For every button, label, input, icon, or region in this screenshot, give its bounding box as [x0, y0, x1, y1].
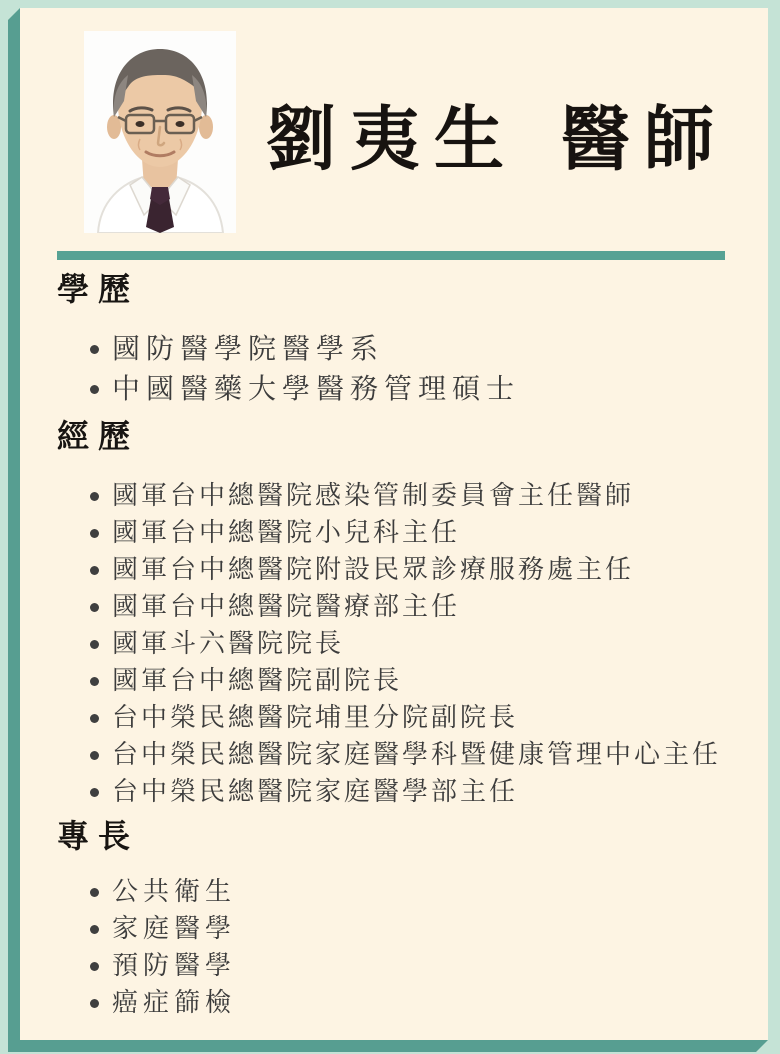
profile-card	[20, 8, 768, 1040]
list-item: 國軍斗六醫院院長	[20, 626, 768, 663]
list-item: 國軍台中總醫院感染管制委員會主任醫師	[20, 478, 768, 515]
list-item: 中國醫藥大學醫務管理碩士	[20, 369, 768, 409]
list-item: 國軍台中總醫院副院長	[20, 663, 768, 700]
doctor-portrait-illustration	[84, 31, 236, 233]
profile-header	[20, 8, 768, 234]
list-item: 癌症篩檢	[20, 985, 768, 1022]
list-item: 國軍台中總醫院醫療部主任	[20, 589, 768, 626]
card-content	[20, 8, 768, 1040]
section-heading-experience: 經歷	[57, 417, 140, 455]
list-item: 國防醫學院醫學系	[20, 329, 768, 369]
accent-divider	[57, 251, 725, 260]
specialty-list	[20, 874, 768, 1022]
list-item: 台中榮民總醫院家庭醫學科暨健康管理中心主任	[20, 737, 768, 774]
list-item: 國軍台中總醫院小兒科主任	[20, 515, 768, 552]
list-item: 台中榮民總醫院家庭醫學部主任	[20, 774, 768, 811]
page-title	[236, 90, 758, 180]
section-specialty	[20, 818, 768, 1022]
list-item: 台中榮民總醫院埔里分院副院長	[20, 700, 768, 737]
doctor-photo	[84, 31, 236, 233]
section-education	[20, 271, 768, 409]
list-item: 國軍台中總醫院附設民眾診療服務處主任	[20, 552, 768, 589]
education-list	[20, 329, 768, 409]
section-heading-specialty: 專長	[57, 817, 140, 855]
experience-list	[20, 478, 768, 811]
section-heading-education: 學歷	[57, 270, 140, 308]
list-item: 公共衛生	[20, 874, 768, 911]
doctor-title-suffix: 醫師	[560, 97, 728, 180]
section-experience	[20, 418, 768, 811]
doctor-name: 劉夷生	[266, 97, 518, 180]
list-item: 預防醫學	[20, 948, 768, 985]
list-item: 家庭醫學	[20, 911, 768, 948]
